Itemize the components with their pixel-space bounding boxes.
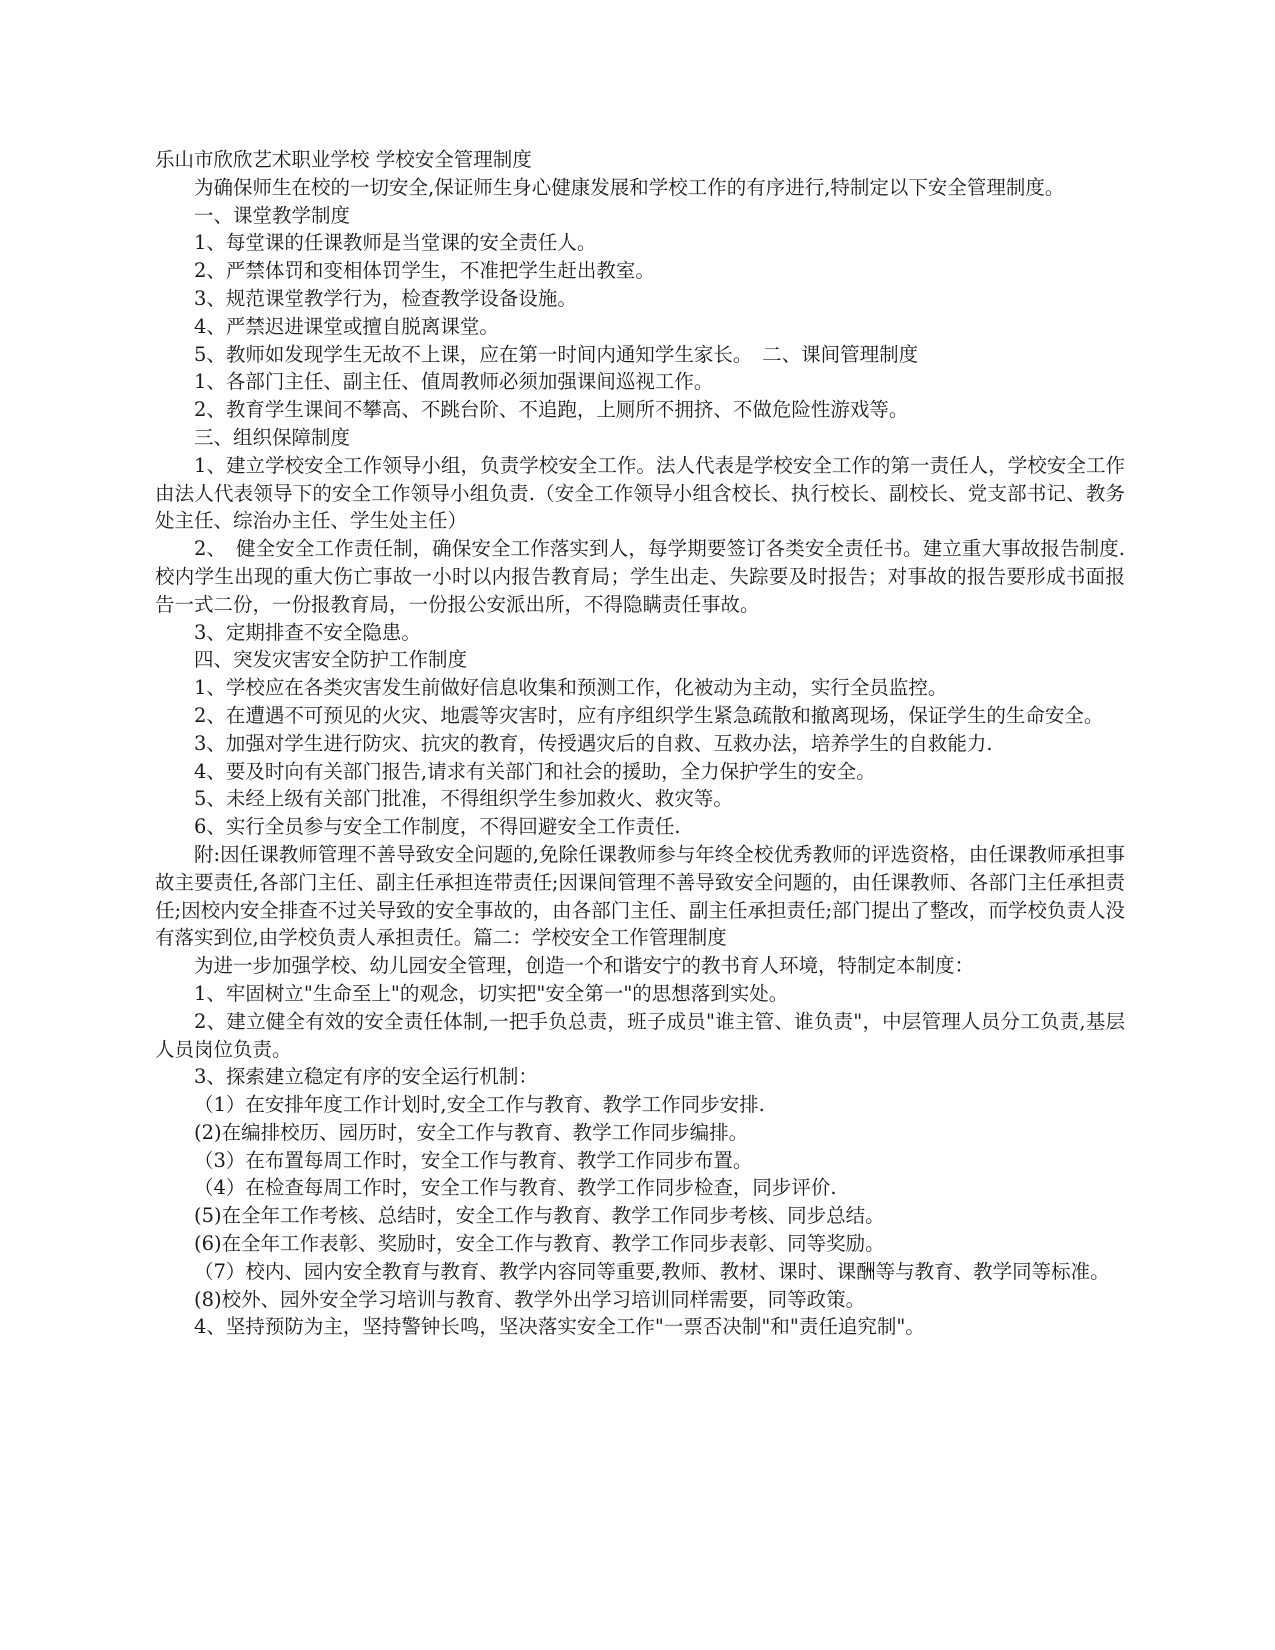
document-body <box>155 146 1125 1341</box>
paragraph: 为确保师生在校的一切安全,保证师生身心健康发展和学校工作的有序进行,特制定以下安全管理制度。 <box>194 175 1065 199</box>
paragraph: 5、教师如发现学生无故不上课，应在第一时间内通知学生家长。 二、课间管理制度 <box>194 342 919 366</box>
paragraph: 3、探索建立稳定有序的安全运行机制： <box>194 1065 538 1089</box>
paragraph: (2)在编排校历、园历时，安全工作与教育、教学工作同步编排。 <box>194 1120 749 1144</box>
paragraph: 4、要及时向有关部门报告,请求有关部门和社会的援助，全力保护学生的安全。 <box>194 759 876 783</box>
paragraph: 一、课堂教学制度 <box>194 203 351 227</box>
paragraph: 为进一步加强学校、幼儿园安全管理，创造一个和谐安宁的教书育人环境，特制定本制度： <box>194 954 975 978</box>
paragraph: 2、教育学生课间不攀高、不跳台阶、不追跑，上厕所不拥挤、不做危险性游戏等。 <box>194 398 909 422</box>
paragraph: 1、各部门主任、副主任、值周教师必须加强课间巡视工作。 <box>194 370 714 394</box>
paragraph: 1、牢固树立"生命至上"的观念，切实把"安全第一"的思想落到实处。 <box>194 981 789 1005</box>
paragraph: 2、在遭遇不可预见的火灾、地震等灾害时，应有序组织学生紧急疏散和撤离现场，保证学生的生命安全。 <box>194 703 1104 727</box>
paragraph: (5)在全年工作考核、总结时，安全工作与教育、教学工作同步考核、同步总结。 <box>194 1204 885 1228</box>
paragraph: 3、定期排查不安全隐患。 <box>194 620 421 644</box>
paragraph: 1、每堂课的任课教师是当堂课的安全责任人。 <box>194 231 597 255</box>
paragraph: 3、规范课堂教学行为，检查教学设备设施。 <box>194 286 577 310</box>
paragraph: 6、实行全员参与安全工作制度，不得回避安全工作责任. <box>194 815 681 839</box>
paragraph: 2、 健全安全工作责任制，确保安全工作落实到人，每学期要签订各类安全责任书。建立重大事故报告制度.校内学生出现的重大伤亡事故一小时以内报告教育局；学生出走、失踪要及时报告；对事故的报告要形成书面报告一式二份，一份报教育局，一份报公安派出所，不得隐瞒责任事故。 <box>155 537 1125 616</box>
paragraph: 3、加强对学生进行防灾、抗灾的教育，传授遇灾后的自救、互救办法，培养学生的自救能力. <box>194 731 993 755</box>
paragraph: 四、突发灾害安全防护工作制度 <box>194 648 468 672</box>
paragraph: (8)校外、园外安全学习培训与教育、教学外出学习培训同样需要，同等政策。 <box>194 1287 866 1311</box>
paragraph: 5、未经上级有关部门批准，不得组织学生参加救火、救灾等。 <box>194 787 733 811</box>
paragraph: （4）在检查每周工作时，安全工作与教育、教学工作同步检查，同步评价. <box>194 1176 837 1200</box>
paragraph: 4、严禁迟进课堂或擅自脱离课堂。 <box>194 314 499 338</box>
document-title: 乐山市欣欣艺术职业学校 学校安全管理制度 <box>155 148 532 171</box>
paragraph: 三、组织保障制度 <box>194 425 351 449</box>
paragraph: （1）在安排年度工作计划时,安全工作与教育、教学工作同步安排. <box>194 1093 765 1117</box>
paragraph: 附:因任课教师管理不善导致安全问题的,免除任课教师参与年终全校优秀教师的评选资格，由任课教师承担事故主要责任,各部门主任、副主任承担连带责任;因课间管理不善导致安全问题的，由任课教师、各部门主任承担责任;因校内安全排查不过关导致的安全事故的，由各部门主任、副主任承担责任;部门提出了整改，而学校负责人没有落实到位,由学校负责人承担责任。篇二：学校安全工作管理制度 <box>155 842 1125 950</box>
paragraph: 2、严禁体罚和变相体罚学生，不准把学生赶出教室。 <box>194 259 655 283</box>
paragraph: 4、坚持预防为主，坚持警钟长鸣，坚决落实安全工作"一票否决制"和"责任追究制"。 <box>194 1315 925 1339</box>
paragraph: （3）在布置每周工作时，安全工作与教育、教学工作同步布置。 <box>194 1148 753 1172</box>
paragraph: (6)在全年工作表彰、奖励时，安全工作与教育、教学工作同步表彰、同等奖励。 <box>194 1232 885 1256</box>
paragraph: （7）校内、园内安全教育与教育、教学内容同等重要,教师、教材、课时、课酬等与教育、教学同等标准。 <box>194 1259 1110 1283</box>
paragraph: 1、学校应在各类灾害发生前做好信息收集和预测工作，化被动为主动，实行全员监控。 <box>194 676 948 700</box>
paragraph: 2、建立健全有效的安全责任体制,一把手负总责，班子成员"谁主管、谁负责"，中层管理人员分工负责,基层人员岗位负责。 <box>155 1009 1125 1061</box>
paragraph: 1、建立学校安全工作领导小组，负责学校安全工作。法人代表是学校安全工作的第一责任人，学校安全工作由法人代表领导下的安全工作领导小组负责.（安全工作领导小组含校长、执行校长、副校长、党支部书记、教务处主任、综治办主任、学生处主任） <box>155 453 1125 533</box>
